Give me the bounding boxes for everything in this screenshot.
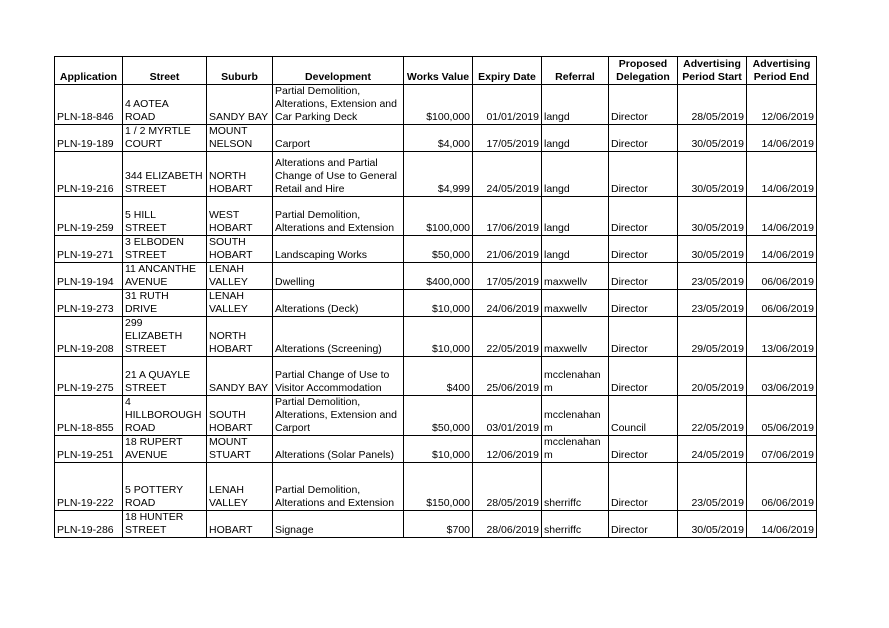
- table-row: [55, 463, 817, 511]
- cell-suburb: NORTH HOBART: [207, 317, 273, 357]
- cell-delegation: Director: [609, 125, 678, 152]
- cell-works-value: $10,000: [404, 317, 473, 357]
- cell-application: PLN-19-286: [55, 511, 123, 538]
- cell-advertising-start: 30/05/2019: [678, 152, 747, 197]
- table-row: [55, 152, 817, 197]
- table-row: [55, 436, 817, 463]
- cell-development: Carport: [273, 125, 404, 152]
- cell-street: 18 HUNTER STREET: [123, 511, 207, 538]
- cell-advertising-start: 28/05/2019: [678, 85, 747, 125]
- cell-application: PLN-19-208: [55, 317, 123, 357]
- cell-advertising-end: 07/06/2019: [747, 436, 817, 463]
- cell-development: Partial Demolition, Alterations and Extension: [273, 463, 404, 511]
- cell-delegation: Council: [609, 396, 678, 436]
- cell-advertising-end: 14/06/2019: [747, 125, 817, 152]
- cell-advertising-end: 14/06/2019: [747, 511, 817, 538]
- cell-delegation: Director: [609, 436, 678, 463]
- cell-development: Partial Change of Use to Visitor Accommodation: [273, 357, 404, 396]
- table-row: [55, 290, 817, 317]
- cell-development: Dwelling: [273, 263, 404, 290]
- cell-advertising-start: 23/05/2019: [678, 463, 747, 511]
- cell-delegation: Director: [609, 236, 678, 263]
- cell-suburb: HOBART: [207, 511, 273, 538]
- cell-advertising-start: 29/05/2019: [678, 317, 747, 357]
- cell-delegation: Director: [609, 197, 678, 236]
- table-row: [55, 125, 817, 152]
- cell-works-value: $50,000: [404, 396, 473, 436]
- table-row: [55, 85, 817, 125]
- table-row: [55, 197, 817, 236]
- cell-advertising-start: 22/05/2019: [678, 396, 747, 436]
- cell-works-value: $700: [404, 511, 473, 538]
- cell-advertising-start: 24/05/2019: [678, 436, 747, 463]
- cell-application: PLN-19-216: [55, 152, 123, 197]
- cell-street: 5 POTTERY ROAD: [123, 463, 207, 511]
- cell-advertising-end: 14/06/2019: [747, 152, 817, 197]
- cell-referral: maxwellv: [542, 263, 609, 290]
- cell-expiry-date: 24/06/2019: [473, 290, 542, 317]
- cell-advertising-start: 23/05/2019: [678, 263, 747, 290]
- header-application: Application: [55, 57, 123, 85]
- cell-advertising-end: 14/06/2019: [747, 236, 817, 263]
- cell-advertising-end: 03/06/2019: [747, 357, 817, 396]
- cell-suburb: SANDY BAY: [207, 85, 273, 125]
- cell-referral: sherriffc: [542, 463, 609, 511]
- cell-referral: mcclenahan m: [542, 396, 609, 436]
- cell-expiry-date: 28/05/2019: [473, 463, 542, 511]
- cell-advertising-start: 30/05/2019: [678, 125, 747, 152]
- cell-suburb: LENAH VALLEY: [207, 290, 273, 317]
- table-row: [55, 396, 817, 436]
- cell-application: PLN-19-259: [55, 197, 123, 236]
- header-row: [55, 57, 817, 85]
- cell-works-value: $100,000: [404, 197, 473, 236]
- cell-street: 5 HILL STREET: [123, 197, 207, 236]
- cell-delegation: Director: [609, 357, 678, 396]
- cell-development: Signage: [273, 511, 404, 538]
- header-advertising-period-start: Advertising Period Start: [678, 57, 747, 85]
- cell-advertising-start: 30/05/2019: [678, 511, 747, 538]
- cell-suburb: MOUNT STUART: [207, 436, 273, 463]
- cell-development: Partial Demolition, Alterations and Extension: [273, 197, 404, 236]
- header-development: Development: [273, 57, 404, 85]
- header-expiry-date: Expiry Date: [473, 57, 542, 85]
- cell-delegation: Director: [609, 317, 678, 357]
- cell-delegation: Director: [609, 85, 678, 125]
- cell-referral: maxwellv: [542, 317, 609, 357]
- cell-referral: sherriffc: [542, 511, 609, 538]
- cell-application: PLN-19-194: [55, 263, 123, 290]
- cell-development: Alterations (Solar Panels): [273, 436, 404, 463]
- cell-referral: maxwellv: [542, 290, 609, 317]
- table-row: [55, 357, 817, 396]
- cell-expiry-date: 01/01/2019: [473, 85, 542, 125]
- cell-advertising-end: 13/06/2019: [747, 317, 817, 357]
- cell-street: 11 ANCANTHE AVENUE: [123, 263, 207, 290]
- cell-application: PLN-18-846: [55, 85, 123, 125]
- header-proposed-delegation: Proposed Delegation: [609, 57, 678, 85]
- cell-referral: langd: [542, 85, 609, 125]
- cell-expiry-date: 24/05/2019: [473, 152, 542, 197]
- cell-referral: mcclenahan m: [542, 436, 609, 463]
- cell-development: Alterations and Partial Change of Use to General Retail and Hire: [273, 152, 404, 197]
- cell-street: 4 AOTEA ROAD: [123, 85, 207, 125]
- cell-application: PLN-19-275: [55, 357, 123, 396]
- cell-advertising-end: 06/06/2019: [747, 290, 817, 317]
- cell-suburb: SOUTH HOBART: [207, 236, 273, 263]
- cell-expiry-date: 17/05/2019: [473, 263, 542, 290]
- header-street: Street: [123, 57, 207, 85]
- cell-works-value: $4,000: [404, 125, 473, 152]
- cell-expiry-date: 17/05/2019: [473, 125, 542, 152]
- header-referral: Referral: [542, 57, 609, 85]
- cell-development: Alterations (Screening): [273, 317, 404, 357]
- cell-street: 299 ELIZABETH STREET: [123, 317, 207, 357]
- cell-works-value: $50,000: [404, 236, 473, 263]
- cell-works-value: $150,000: [404, 463, 473, 511]
- table-row: [55, 263, 817, 290]
- cell-expiry-date: 03/01/2019: [473, 396, 542, 436]
- cell-advertising-end: 14/06/2019: [747, 197, 817, 236]
- cell-street: 31 RUTH DRIVE: [123, 290, 207, 317]
- cell-suburb: WEST HOBART: [207, 197, 273, 236]
- cell-application: PLN-18-855: [55, 396, 123, 436]
- cell-advertising-end: 06/06/2019: [747, 463, 817, 511]
- cell-advertising-start: 30/05/2019: [678, 197, 747, 236]
- cell-referral: langd: [542, 125, 609, 152]
- cell-street: 1 / 2 MYRTLE COURT: [123, 125, 207, 152]
- cell-works-value: $400: [404, 357, 473, 396]
- applications-table: [54, 56, 817, 538]
- cell-application: PLN-19-189: [55, 125, 123, 152]
- cell-works-value: $100,000: [404, 85, 473, 125]
- table-row: [55, 511, 817, 538]
- cell-referral: mcclenahan m: [542, 357, 609, 396]
- cell-suburb: SOUTH HOBART: [207, 396, 273, 436]
- cell-expiry-date: 25/06/2019: [473, 357, 542, 396]
- cell-development: Alterations (Deck): [273, 290, 404, 317]
- cell-expiry-date: 21/06/2019: [473, 236, 542, 263]
- cell-referral: langd: [542, 152, 609, 197]
- cell-suburb: MOUNT NELSON: [207, 125, 273, 152]
- cell-delegation: Director: [609, 290, 678, 317]
- cell-street: 3 ELBODEN STREET: [123, 236, 207, 263]
- cell-works-value: $400,000: [404, 263, 473, 290]
- cell-advertising-end: 06/06/2019: [747, 263, 817, 290]
- cell-expiry-date: 12/06/2019: [473, 436, 542, 463]
- cell-suburb: LENAH VALLEY: [207, 463, 273, 511]
- cell-application: PLN-19-251: [55, 436, 123, 463]
- cell-street: 4 HILLBOROUGH ROAD: [123, 396, 207, 436]
- cell-delegation: Director: [609, 511, 678, 538]
- cell-development: Partial Demolition, Alterations, Extension and Car Parking Deck: [273, 85, 404, 125]
- cell-street: 21 A QUAYLE STREET: [123, 357, 207, 396]
- cell-development: Partial Demolition, Alterations, Extension and Carport: [273, 396, 404, 436]
- cell-referral: langd: [542, 236, 609, 263]
- cell-expiry-date: 17/06/2019: [473, 197, 542, 236]
- cell-referral: langd: [542, 197, 609, 236]
- cell-advertising-start: 23/05/2019: [678, 290, 747, 317]
- cell-advertising-end: 05/06/2019: [747, 396, 817, 436]
- table-row: [55, 236, 817, 263]
- cell-development: Landscaping Works: [273, 236, 404, 263]
- cell-works-value: $4,999: [404, 152, 473, 197]
- cell-application: PLN-19-271: [55, 236, 123, 263]
- cell-delegation: Director: [609, 263, 678, 290]
- header-suburb: Suburb: [207, 57, 273, 85]
- cell-street: 344 ELIZABETH STREET: [123, 152, 207, 197]
- cell-delegation: Director: [609, 152, 678, 197]
- cell-application: PLN-19-222: [55, 463, 123, 511]
- cell-suburb: LENAH VALLEY: [207, 263, 273, 290]
- cell-works-value: $10,000: [404, 290, 473, 317]
- header-advertising-period-end: Advertising Period End: [747, 57, 817, 85]
- cell-application: PLN-19-273: [55, 290, 123, 317]
- cell-suburb: NORTH HOBART: [207, 152, 273, 197]
- cell-advertising-start: 30/05/2019: [678, 236, 747, 263]
- cell-suburb: SANDY BAY: [207, 357, 273, 396]
- cell-expiry-date: 22/05/2019: [473, 317, 542, 357]
- cell-expiry-date: 28/06/2019: [473, 511, 542, 538]
- cell-advertising-start: 20/05/2019: [678, 357, 747, 396]
- header-works-value: Works Value: [404, 57, 473, 85]
- cell-delegation: Director: [609, 463, 678, 511]
- table-row: [55, 317, 817, 357]
- cell-advertising-end: 12/06/2019: [747, 85, 817, 125]
- cell-street: 18 RUPERT AVENUE: [123, 436, 207, 463]
- cell-works-value: $10,000: [404, 436, 473, 463]
